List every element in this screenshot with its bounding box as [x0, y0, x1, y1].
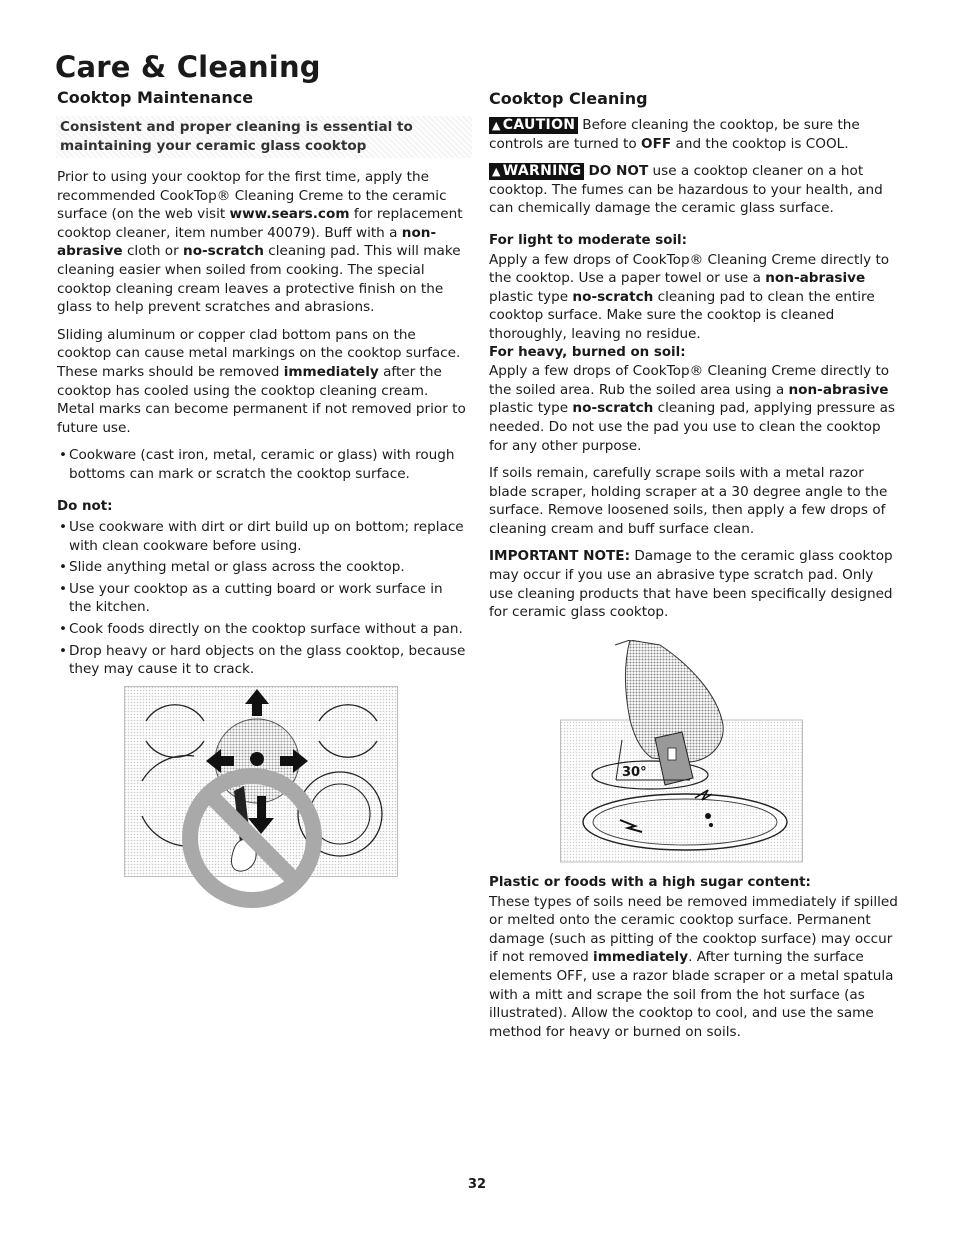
caution-badge: ▲ CAUTION	[489, 117, 578, 134]
heavy-soil-heading: For heavy, burned on soil:	[489, 344, 686, 360]
page-title: Care & Cleaning	[55, 50, 321, 84]
warning-triangle-icon: ▲	[492, 119, 501, 132]
cookware-bullet-list	[57, 446, 467, 483]
cooktop-cleaning-heading: Cooktop Cleaning	[489, 89, 648, 108]
burner-outline	[593, 799, 777, 845]
paragraph-metal-markings: Sliding aluminum or copper clad bottom pans on the cooktop can cause metal markings on the cooktop surface. These marks should be removed immediately after the cooktop has cooled using the cooktop cleaning cream. Metal marks can become permanent if not removed prior to future use.	[57, 326, 466, 436]
scraper-illustration	[560, 640, 805, 865]
sugar-content-heading: Plastic or foods with a high sugar content:	[489, 875, 811, 890]
no-sliding-pans-illustration	[124, 686, 398, 911]
list-item: • Drop heavy or hard objects on the glass cooktop, because they may cause it to crack.	[57, 642, 467, 679]
important-note-paragraph: IMPORTANT NOTE: Damage to the ceramic glass cooktop may occur if you use an abrasive type scratch pad. Only use cleaning products that have been specifically designed for ceramic glass cooktop.	[489, 548, 893, 621]
left-column-text	[57, 168, 467, 682]
do-not-heading: Do not:	[57, 498, 113, 514]
mitt-cuff	[615, 640, 630, 645]
paragraph-cleaning-creme: Prior to using your cooktop for the first time, apply the recommended CookTop® Cleaning Creme to the ceramic surface (on the web visit www.sears.com for replacement cooktop cleaner, item number 40079). Buff with a non-abrasive cloth or no-scratch cleaning pad. This will make cleaning easier when soiled from cooking. The special cooktop cleaning cream leaves a protective finish on the glass to help prevent scratches and abrasions.	[57, 169, 463, 316]
cooktop-burners-illustration	[124, 686, 398, 911]
soil-mark	[705, 813, 711, 819]
list-item: • Use cookware with dirt or dirt build up on bottom; replace with clean cookware before using.	[57, 518, 467, 555]
light-soil-heading: For light to moderate soil:	[489, 232, 688, 248]
scraper-drawing	[560, 640, 805, 865]
do-not-list	[57, 518, 467, 679]
pan-center	[250, 752, 264, 766]
heavy-soil-paragraph: Apply a few drops of CookTop® Cleaning Creme directly to the soiled area. Rub the soiled area using a non-abrasive plastic type no-scratch cleaning pad, applying pressure as needed. Do not use the pad you use to clean the cooktop for any other purpose.	[489, 363, 895, 454]
list-item: • Cookware (cast iron, metal, ceramic or glass) with rough bottoms can mark or scratch the cooktop surface.	[57, 446, 467, 483]
sugar-content-paragraph: These types of soils need be removed immediately if spilled or melted onto the ceramic cooktop surface. Permanent damage (such as pitting of the cooktop surface) may occur if not removed immediately. After turning the surface elements OFF, use a razor blade scraper or a metal spatula with a mitt and scrape the soil from the hot surface (as illustrated). Allow the cooktop to cool, and use the same method for heavy or burned on soils.	[489, 893, 898, 1040]
warning-badge: ▲ WARNING	[489, 163, 584, 180]
light-soil-paragraph: Apply a few drops of CookTop® Cleaning Creme directly to the cooktop. Use a paper towel or use a non-abrasive plastic type no-scratch cleaning pad to clean the entire cooktop surface. Make sure the cooktop is cleaned thoroughly, leaving no residue.	[489, 251, 890, 342]
caution-notice: ▲ CAUTION Before cleaning the cooktop, be sure the controls are turned to OFF and the cooktop is COOL.	[489, 117, 860, 152]
list-item: • Cook foods directly on the cooktop surface without a pan.	[57, 620, 467, 639]
cooktop-maintenance-heading: Cooktop Maintenance	[57, 88, 254, 107]
scraper-angle-label: 30°	[622, 765, 647, 780]
scraper-detail	[668, 748, 676, 760]
page-number: 32	[467, 1177, 487, 1192]
warning-triangle-icon: ▲	[492, 165, 501, 179]
list-item: • Use your cooktop as a cutting board or work surface in the kitchen.	[57, 580, 467, 617]
sugar-content-section	[489, 874, 901, 1041]
lead-note: Consistent and proper cleaning is essential to maintaining your ceramic glass cooktop	[56, 116, 472, 158]
soils-remain-paragraph: If soils remain, carefully scrape soils with a metal razor blade scraper, holding scraper at a 30 degree angle to the surface. Remove loosened soils, then apply a few drops of cleaning cream and buff surface clean.	[489, 465, 888, 537]
right-column-text	[489, 116, 901, 622]
warning-notice: ▲ WARNING DO NOT use a cooktop cleaner on a hot cooktop. The fumes can be hazardous to your health, and can chemically damage the ceramic glass surface.	[489, 163, 883, 217]
soil-mark	[709, 823, 713, 827]
list-item: • Slide anything metal or glass across the cooktop.	[57, 558, 467, 577]
